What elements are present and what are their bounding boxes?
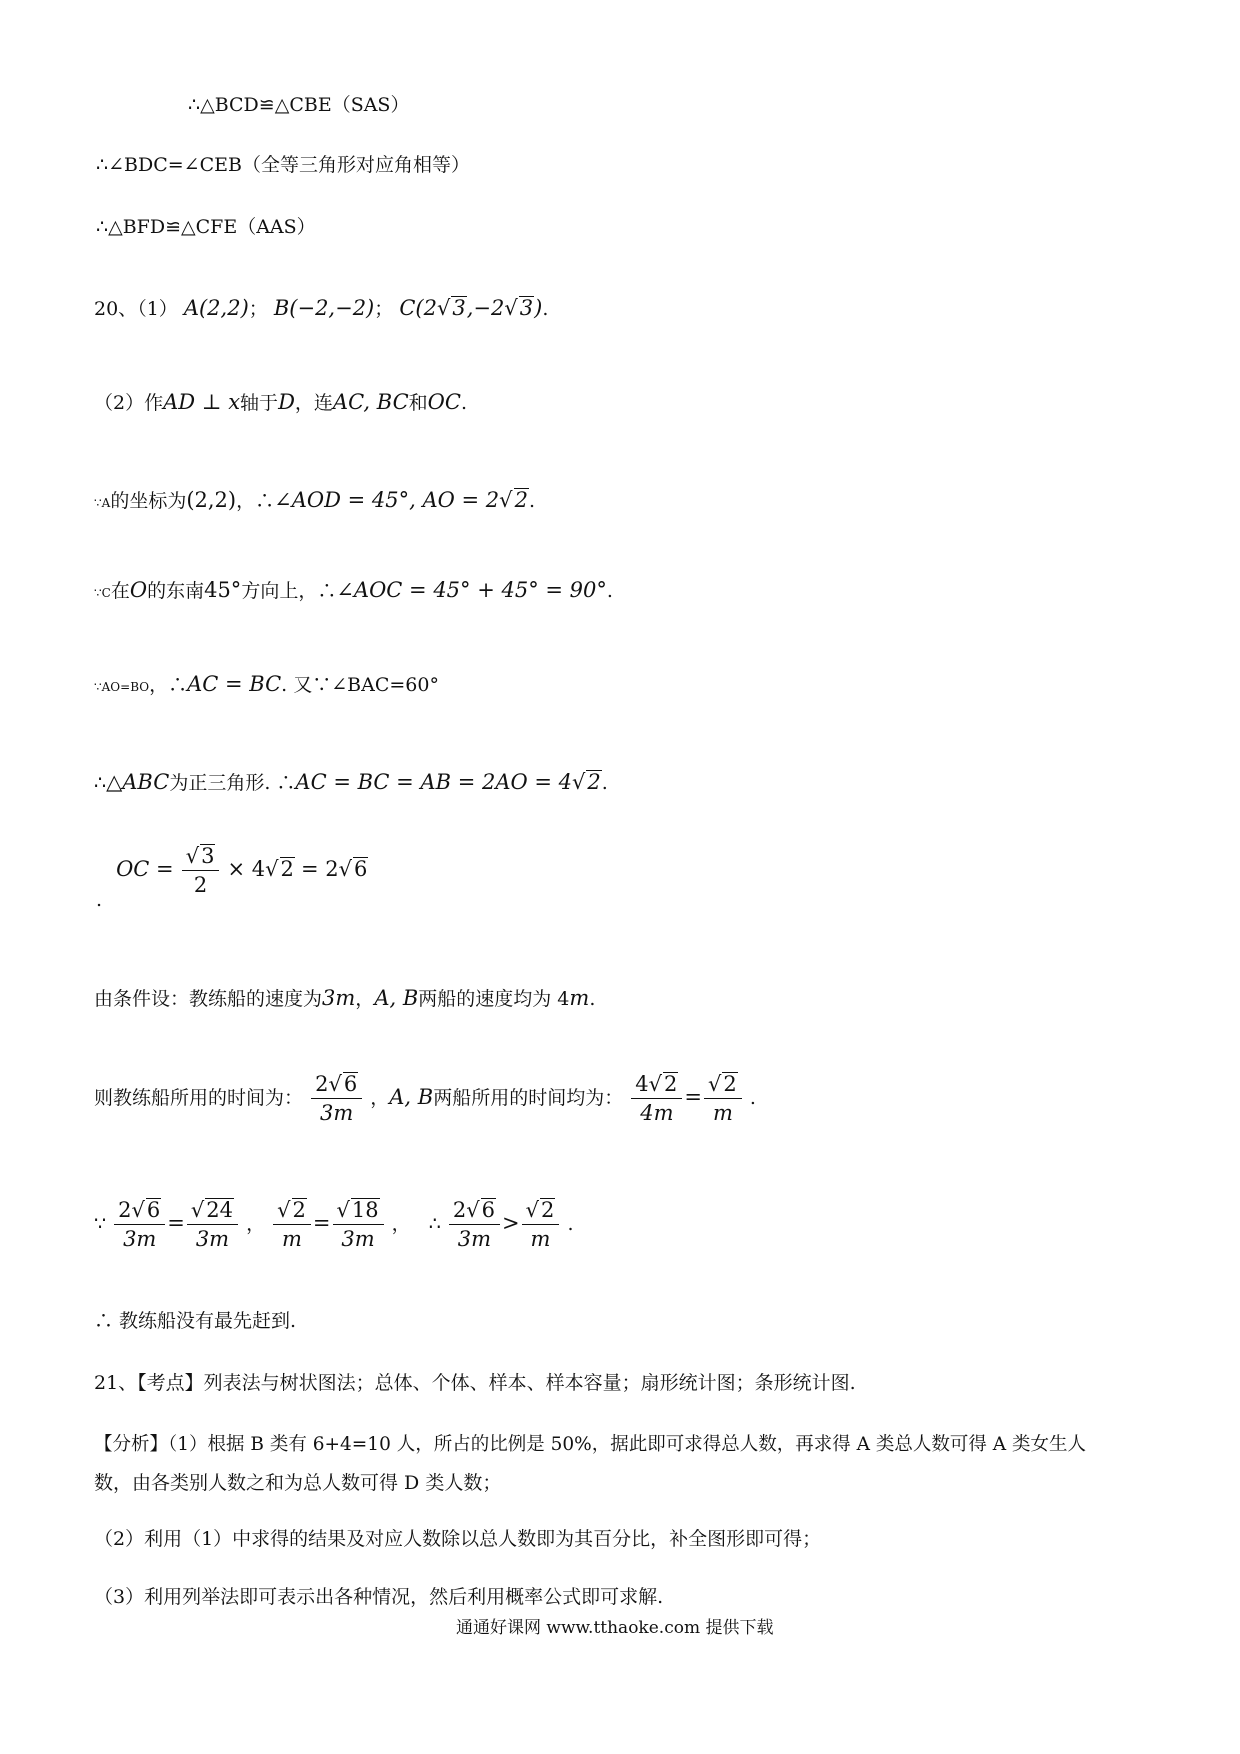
fraction-f: $\frac{√2}{m}$ [522, 1196, 560, 1254]
math-equals: = [167, 1210, 185, 1235]
text: ，∴ [149, 674, 188, 696]
math-equals: = [684, 1084, 703, 1109]
period: . [542, 298, 549, 320]
text: 和 [408, 392, 428, 414]
text: . 又∵∠BAC=60° [281, 674, 439, 696]
q20-conclusion: ∴ 教练船没有最先赶到. [94, 1310, 297, 1332]
math-equals: = 2 [300, 856, 339, 881]
text: 两船的速度均为 4 [418, 988, 570, 1010]
radicand: 2 [587, 770, 601, 794]
q20-part2 [94, 392, 467, 413]
fraction-2sqrt6-over-3m: $\frac{2√6}{3m}$ [311, 1070, 362, 1128]
fraction-sqrt2-over-m: $\frac{√2}{m}$ [704, 1070, 742, 1128]
separator: ， [391, 1212, 411, 1235]
math-equals: = [312, 1210, 331, 1235]
math-45deg: 45° [204, 578, 242, 602]
radicand: 2 [280, 856, 294, 881]
text: ，连 [294, 392, 333, 414]
math-ac-eq-bc: AC = BC [187, 672, 282, 696]
math-ac-bc: AC, BC [332, 390, 409, 414]
math-3m: 3m [322, 986, 356, 1010]
q20-part1-label: （1） [137, 298, 178, 320]
point-a: A(2,2) [183, 296, 249, 320]
num-radicand: 6 [481, 1198, 496, 1222]
point-b: B(−2,−2) [273, 296, 375, 320]
because: ∵ [94, 1212, 107, 1235]
point-c-pre: C(2 [399, 296, 437, 320]
point-c: C(2√3,−2√3) [399, 296, 543, 320]
math-aod: ∠AOD = 45°, AO = 2 [274, 488, 500, 512]
denominator: 3m [123, 1227, 157, 1252]
num-radicand: 2 [664, 1072, 678, 1096]
num-radicand: 6 [343, 1072, 358, 1096]
period: . [528, 490, 535, 512]
num-radicand: 2 [723, 1072, 737, 1096]
denominator: m [282, 1227, 302, 1252]
num-radicand: 18 [351, 1198, 379, 1222]
math-o: O [129, 578, 148, 602]
q20-line-time [94, 1070, 756, 1128]
q20-part1 [94, 296, 548, 320]
numerator: 3 [201, 844, 215, 868]
proof-line-3: ∴△BFD≌△CFE（AAS） [96, 216, 316, 238]
num-pre: 2 [315, 1072, 329, 1096]
text: 方向上，∴ [241, 580, 337, 602]
because-a: ∵A [94, 496, 111, 510]
q20-line-a-coord: ∵A的坐标为(2,2)，∴∠AOD = 45°, AO = 2√2. [94, 488, 535, 512]
math-sides: AC = BC = AB = 2AO = 4 [295, 770, 573, 794]
q20-line-equilateral: ∴△ABC为正三角形. ∴AC = BC = AB = 2AO = 4√2. [94, 770, 608, 794]
text: ， [355, 988, 375, 1010]
radicand: 2 [514, 488, 528, 512]
denominator: m [712, 1101, 733, 1126]
fraction-c: $\frac{√2}{m}$ [273, 1196, 311, 1254]
denominator: m [530, 1227, 551, 1252]
text: ， [370, 1086, 390, 1109]
point-c-mid: ,−2 [466, 296, 505, 320]
math-times: × 4 [227, 856, 266, 881]
text: 的坐标为 [110, 490, 187, 512]
q20-line-compare [94, 1196, 573, 1254]
q21-analysis-3: （2）利用（1）中求得的结果及对应人数除以总人数即为其百分比，补全图形即可得； [94, 1528, 822, 1550]
point-c-radicand-1: 3 [452, 296, 466, 320]
text: 的东南 [147, 580, 205, 602]
q21-heading: 21、【考点】列表法与树状图法；总体、个体、样本、样本容量；扇形统计图；条形统计图. [94, 1372, 856, 1394]
q20-number: 20、 [94, 298, 138, 320]
text: 为正三角形. ∴ [169, 772, 296, 794]
denominator: 4m [640, 1101, 674, 1126]
period: . [460, 392, 468, 414]
num-radicand: 6 [146, 1198, 161, 1222]
math-greater: > [502, 1210, 520, 1235]
denominator: 2 [193, 873, 208, 898]
proof-line-2: ∴∠BDC=∠CEB（全等三角形对应角相等） [96, 154, 470, 176]
math-oc: OC [427, 390, 461, 414]
therefore: ∴ [428, 1212, 441, 1235]
separator: ； [374, 298, 394, 320]
proof-line-1: ∴△BCD≌△CBE（SAS） [188, 94, 410, 116]
period: . [589, 988, 596, 1010]
fraction-sqrt3-over-2: $\frac{√3}{2}$ [182, 842, 220, 900]
math-aoc: ∠AOC = 45° + 45° = 90° [336, 578, 607, 602]
text: 在 [110, 580, 130, 602]
q20-line-oc: . OC = $\frac{√3}{2}$ × 4√2 = 2√6 [96, 844, 368, 911]
because-ao-bo: ∵AO=BO [94, 680, 150, 694]
math-a-b: A, B [374, 986, 419, 1010]
math-coord: (2,2) [186, 488, 237, 512]
q21-analysis-2: 数，由各类别人数之和为总人数可得 D 类人数； [94, 1472, 502, 1494]
math-m: m [569, 986, 590, 1010]
math-oc-lhs: OC = [116, 856, 174, 881]
math-triangle-abc: △ABC [106, 770, 170, 794]
text: 由条件设：教练船的速度为 [94, 988, 323, 1010]
fraction-e: $\frac{2√6}{3m}$ [449, 1196, 500, 1254]
q20-part2-pre: （2）作 [94, 392, 164, 414]
page-footer: 通通好课网 www.tthaoke.com 提供下载 [456, 1618, 774, 1638]
period: . [606, 580, 613, 602]
fraction-d: $\frac{√18}{3m}$ [333, 1196, 384, 1254]
fraction-b: $\frac{√24}{3m}$ [187, 1196, 238, 1254]
q21-analysis-4: （3）利用列举法即可表示出各种情况，然后利用概率公式即可求解. [94, 1586, 664, 1608]
text: 两船所用的时间均为： [433, 1086, 624, 1109]
text: 轴于 [240, 392, 279, 414]
q21-analysis-1: 【分析】（1）根据 B 类有 6+4=10 人，所占的比例是 50%，据此即可求得总人数，再求得 A 类总人数可得 A 类女生人 [94, 1434, 1086, 1455]
point-c-post: ) [534, 296, 543, 320]
point-c-radicand-2: 3 [519, 296, 534, 320]
denominator: 3m [319, 1101, 354, 1126]
math-a-b: A, B [389, 1084, 434, 1109]
period: . [96, 888, 103, 911]
text: 则教练船所用的时间为： [94, 1086, 304, 1109]
num-radicand: 2 [292, 1198, 306, 1222]
because-c: ∵C [94, 586, 111, 600]
denominator: 3m [457, 1227, 492, 1252]
fraction-4sqrt2-over-4m: $\frac{4√2}{4m}$ [631, 1070, 682, 1128]
q20-line-speed [94, 988, 595, 1009]
math-d: D [278, 390, 295, 414]
num-radicand: 2 [541, 1198, 555, 1222]
period: . [749, 1086, 756, 1109]
radicand: 6 [354, 856, 368, 881]
num-pre: 2 [452, 1198, 467, 1222]
num-pre: 4 [635, 1072, 649, 1096]
q20-line-c-direction [94, 580, 613, 601]
period: . [601, 772, 608, 794]
separator: ， [246, 1212, 266, 1235]
text: ，∴ [236, 490, 275, 512]
denominator: 3m [341, 1227, 375, 1252]
therefore: ∴ [94, 772, 107, 794]
q20-line-ac-bc [94, 674, 439, 695]
denominator: 3m [195, 1227, 230, 1252]
num-pre: 2 [118, 1198, 132, 1222]
num-radicand: 24 [206, 1198, 234, 1222]
math-ad-perp-x: AD ⊥ x [163, 390, 241, 414]
separator: ； [248, 298, 268, 320]
fraction-a: $\frac{2√6}{3m}$ [114, 1196, 165, 1254]
period: . [567, 1212, 574, 1235]
